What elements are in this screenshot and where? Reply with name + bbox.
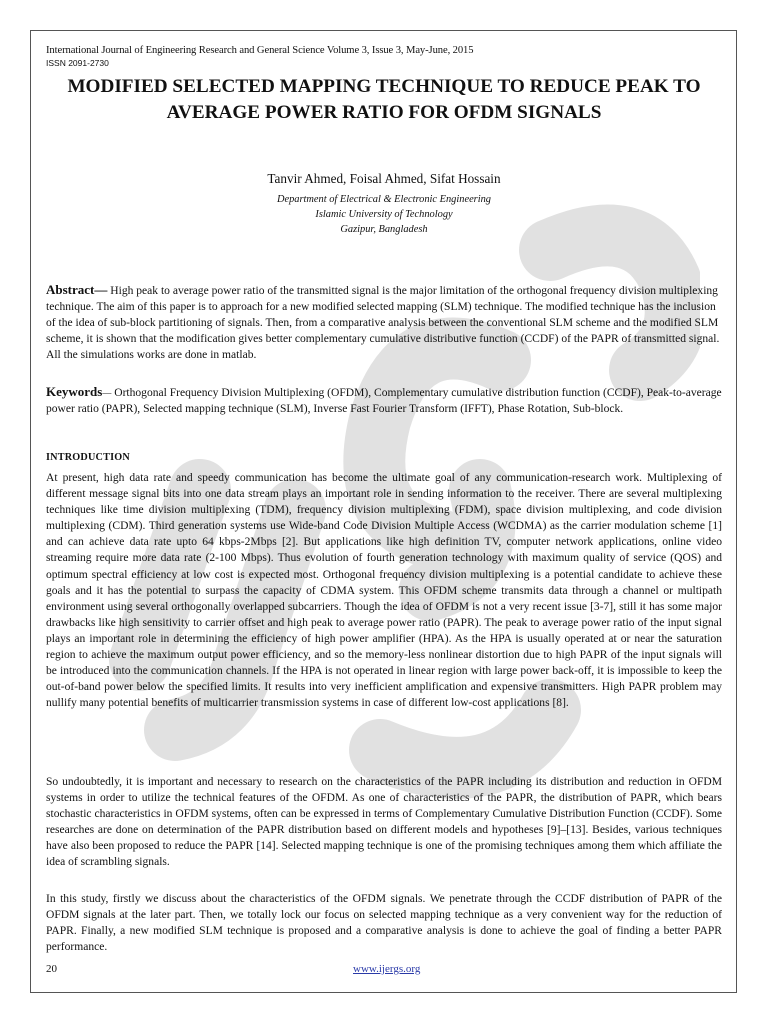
introduction-paragraph-2: So undoubtedly, it is important and necessary to research on the characteristics of the PAPR including its distribution and reduction in OFDM systems in order to utilize the technical features of the OFDM. As one of characteristics of the PAPR, the distribution of PAPR, which bears stochastic characteristics in OFDM systems, often can be expressed in terms of Complementary Cumulative Distribution Function (CCDF). Some researches are done on determination of the PAPR distribution based on different models and hypotheses [9]–[13]. Besides, various techniques have also been proposed to reduce the PAPR [14]. Selected mapping technique is one of the promising techniques among them which affiliate the idea of scrambling signals. xyxy=(46,776,722,869)
keywords-dash: — xyxy=(102,388,112,398)
paper-title xyxy=(46,74,722,126)
keywords-text: Orthogonal Frequency Division Multiplexing (OFDM), Complementary cumulative distribution function (CCDF), Peak-to-average power ratio (PAPR), Selected mapping technique (SLM), Inverse Fast Fourier Transform (IFFT), Phase Rotation, Sub-block. xyxy=(46,387,722,416)
journal-website-link[interactable]: www.ijergs.org xyxy=(353,963,421,975)
abstract-label: Abstract— xyxy=(46,282,108,297)
title-line-2: AVERAGE POWER RATIO FOR OFDM SIGNALS xyxy=(166,102,602,123)
keywords-label: Keywords xyxy=(46,384,103,399)
section-heading-introduction: INTRODUCTION xyxy=(46,452,130,463)
affiliation-university: Islamic University of Technology xyxy=(315,209,453,220)
page-number: 20 xyxy=(46,963,57,975)
issn: ISSN 2091-2730 xyxy=(46,58,109,68)
abstract xyxy=(46,282,722,363)
keywords xyxy=(46,384,722,417)
title-line-1: MODIFIED SELECTED MAPPING TECHNIQUE TO REDUCE PEAK TO xyxy=(67,76,701,97)
introduction-paragraph-1: At present, high data rate and speedy communication has become the ultimate goal of any communication-research work. Multiplexing of different message signal bits into one data stream plays an important role in sending information to the receiver. There are several multiplexing techniques like time division multiplexing (TDM), frequency division multiplexing (FDM), space division multiplexing, and code division multiplexing (CDM). Third generation systems use Wide-band Code Division Multiple Access (WCDMA) as the carrier modulation scheme [1] and can achieve data rate upto 64 kbps-2Mbps [2]. But applications like high definition TV, computer network applications, online video streaming require more data rate (2-100 Mbps). Thus evolution of fourth generation technology with maximum quality of service (QOS) and optimum spectral efficiency at low cost is expected most. Orthogonal frequency division multiplexing is a potential candidate to achieve these goals and it has the potential to surpass the capacity of CDMA system. This OFDM scheme transmits data through a channel or multipath environment using several orthogonally overlapped subcarriers. Though the idea of OFDM is not a very recent issue [3-7], still it has some major drawbacks like high sensitivity to carrier offset and high peak to average power ratio (PAPR). The peak to average power ratio of the input signal plays an important role in determining the efficiency of high power amplifier (HPA). As the HPA is usually operated at or near the saturation region to achieve the maximum output power efficiency, and so the memory-less nonlinear distortion due to high PAPR of the input signals will be introduced into the communication channels. If the HPA is not operated in linear region with large power back-off, it is impossible to keep the out-of-band power below the specified limits. It results into very inefficient amplification and expensive transmitters. High PAPR problem may nullify many potential benefits of multicarrier transmission systems in case of different low-cost applications [8]. xyxy=(46,472,722,710)
introduction-paragraph-3: In this study, firstly we discuss about the characteristics of the OFDM signals. We penetrate through the CCDF distribution of PAPR of the OFDM signals at the later part. Then, we totally lock our focus on selected mapping technique as a very convenient way for the reduction of PAPR. Finally, a new modified SLM technique is proposed and a comparative analysis is done to achieve the goal of finding a better PAPR performance. xyxy=(46,893,722,954)
affiliation-department: Department of Electrical & Electronic Engineering xyxy=(276,194,491,205)
authors: Tanvir Ahmed, Foisal Ahmed, Sifat Hossain xyxy=(267,171,501,186)
journal-header: International Journal of Engineering Research and General Science Volume 3, Issue 3, May-June, 2015 xyxy=(46,45,474,56)
affiliation-location: Gazipur, Bangladesh xyxy=(340,224,428,235)
abstract-text: High peak to average power ratio of the transmitted signal is the major limitation of the orthogonal frequency division multiplexing technique. The aim of this paper is to approach for a new modified selected mapping (SLM) technique. The modified technique has the inclusion of the idea of sub-block partitioning of signals. Then, from a comparative analysis between the conventional SLM scheme and the modified SLM scheme, it is shown that the modification gives better complementary cumulative distributive function (CCDF) of the PAPR of transmitted signal. All the simulations works are done in matlab. xyxy=(46,285,720,362)
